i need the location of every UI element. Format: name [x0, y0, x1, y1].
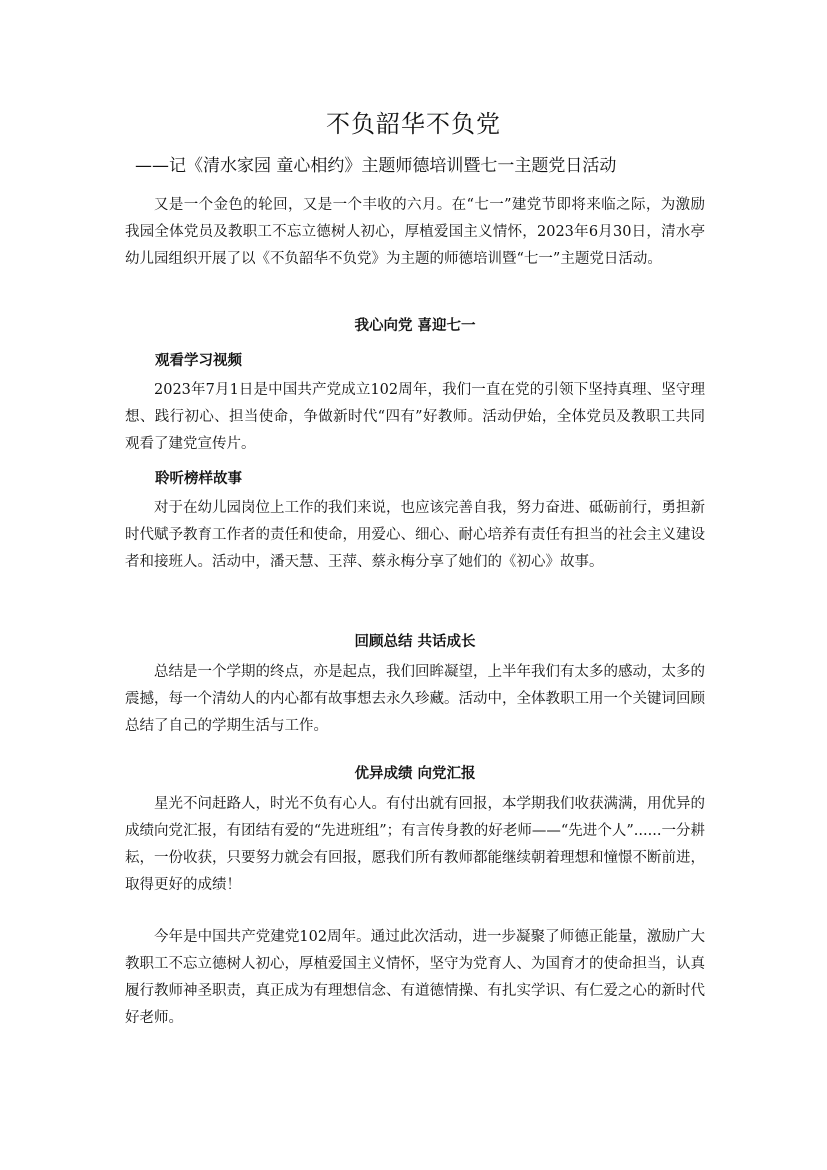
closing-paragraph: 今年是中国共产党建党102周年。通过此次活动，进一步凝聚了师德正能量，激励广大教职工不忘立德树人初心，厚植爱国主义情怀，坚守为党育人、为国育才的使命担当，认真履行教师神圣职责，真正成为有理想信念、有道德情操、有扎实学识、有仁爱之心的新时代好老师。 [125, 929, 705, 1026]
section-heading-3: 优异成绩 向党汇报 [354, 766, 476, 782]
sub-paragraph-1: 2023年7月1日是中国共产党成立102周年，我们一直在党的引领下坚持真理、坚守理想、践行初心、担当使命，争做新时代“四有”好教师。活动伊始，全体党员及教职工共同观看了建党宣传片。 [125, 382, 705, 452]
document-subtitle: ——记《清水家园 童心相约》主题师德培训暨七一主题党日活动 [135, 156, 617, 176]
sub-heading-1: 观看学习视频 [155, 353, 242, 369]
sub-heading-2: 聆听榜样故事 [155, 471, 242, 487]
section-paragraph-2: 总结是一个学期的终点，亦是起点，我们回眸凝望，上半年我们有太多的感动，太多的震撼，每一个清幼人的内心都有故事想去永久珍藏。活动中，全体教职工用一个关键词回顾总结了自己的学期生活与工作。 [125, 664, 705, 734]
sub-paragraph-2: 对于在幼儿园岗位上工作的我们来说，也应该完善自我，努力奋进、砥砺前行，勇担新时代赋予教育工作者的责任和使命，用爱心、细心、耐心培养有责任有担当的社会主义建设者和接班人。活动中，潘天慧、王萍、蔡永梅分享了她们的《初心》故事。 [125, 500, 705, 570]
section-heading-2: 回顾总结 共话成长 [354, 634, 476, 650]
section-heading-1: 我心向党 喜迎七一 [354, 318, 476, 334]
section-paragraph-3: 星光不问赶路人，时光不负有心人。有付出就有回报，本学期我们收获满满，用优异的成绩向党汇报，有团结有爱的“先进班组”；有言传身教的好老师——“先进个人”......一分耕耘，一份收获，只要努力就会有回报，愿我们所有教师都能继续朝着理想和憧憬不断前进，取得更好的成绩！ [125, 796, 705, 893]
document-title: 不负韶华不负党 [326, 110, 501, 138]
intro-paragraph: 又是一个金色的轮回，又是一个丰收的六月。在“七一”建党节即将来临之际，为激励我园全体党员及教职工不忘立德树人初心，厚植爱国主义情怀，2023年6月30日，清水亭幼儿园组织开展了以《不负韶华不负党》为主题的师德培训暨“七一”主题党日活动。 [125, 197, 705, 267]
